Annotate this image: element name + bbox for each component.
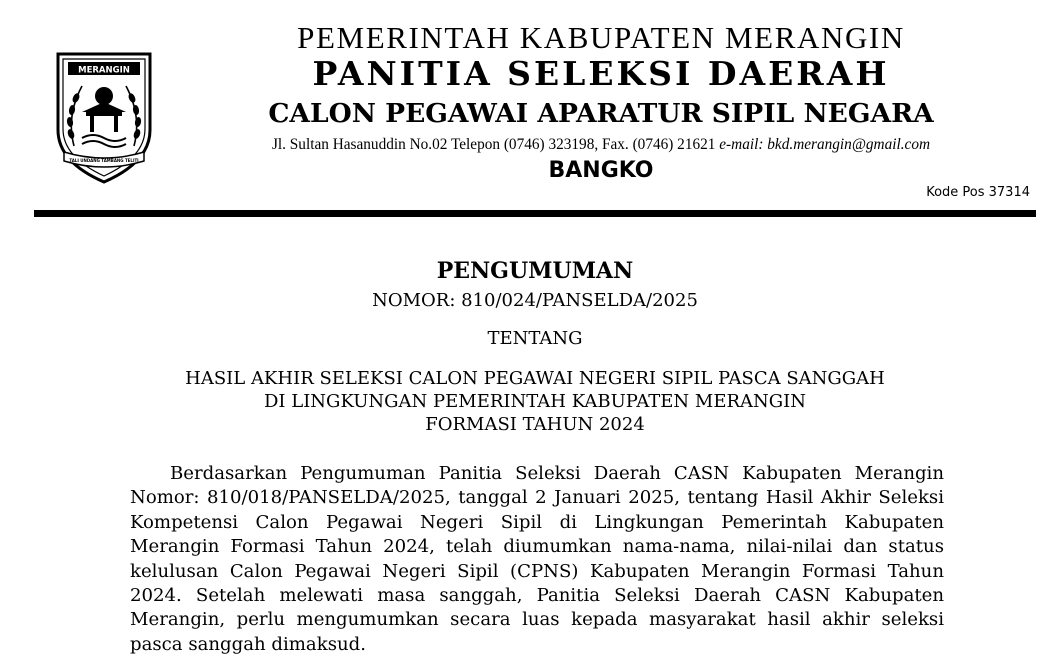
committee-name: PANITIA SELEKSI DAERAH (312, 54, 890, 93)
email-label: e-mail (719, 136, 759, 153)
address-line (150, 136, 1052, 154)
letterhead-divider (34, 210, 1036, 217)
government-name: PEMERINTAH KABUPATEN MERANGIN (297, 20, 905, 55)
subject-line: FORMASI TAHUN 2024 (425, 414, 645, 435)
announcement-number: NOMOR: 810/024/PANSELDA/2025 (372, 290, 698, 311)
city-name: BANGKO (548, 158, 654, 183)
announcement-title: PENGUMUMAN (436, 258, 634, 284)
address-text: Jl. Sultan Hasanuddin No.02 Telepon (0746) 323198, Fax. (0746) 21621 (271, 136, 720, 153)
announcement-body: Berdasarkan Pengumuman Panitia Seleksi Daerah CASN Kabupaten Merangin Nomor: 810/018/PANSELDA/2025, tanggal 2 Januari 2025, tentang Hasil Akhir Seleksi Kompetensi Calon Pegawai Negeri Sipil di Lingkungan Pemerintah Kabupaten Merangin Formasi Tahun 2024, telah diumumkan nama-nama, nilai-nilai dan status kelulusan Calon Pegawai Negeri Sipil (CPNS) Kabupaten Merangin Formasi Tahun 2024. Setelah melewati masa sanggah, Panitia Seleksi Daerah CASN Kabupaten Merangin, perlu mengumumkan secara luas kepada masyarakat hasil akhir seleksi pasca sanggah dimaksud. (130, 463, 944, 655)
email-value: : bkd.merangin@gmail.com (758, 136, 931, 153)
announcement-about: TENTANG (487, 328, 583, 349)
logo-motto: TALI UNDANG TAMBANG TELITI (69, 158, 139, 163)
merangin-coat-of-arms-logo (52, 46, 156, 186)
subject-line: DI LINGKUNGAN PEMERINTAH KABUPATEN MERANGIN (263, 391, 807, 412)
logo-label: MERANGIN (78, 65, 130, 76)
announcement-subject (20, 367, 1050, 436)
committee-subtitle: CALON PEGAWAI APARATUR SIPIL NEGARA (268, 98, 934, 129)
subject-line: HASIL AKHIR SELEKSI CALON PEGAWAI NEGERI SIPIL PASCA SANGGAH (185, 368, 885, 389)
postal-code: Kode Pos 37314 (926, 185, 1030, 200)
